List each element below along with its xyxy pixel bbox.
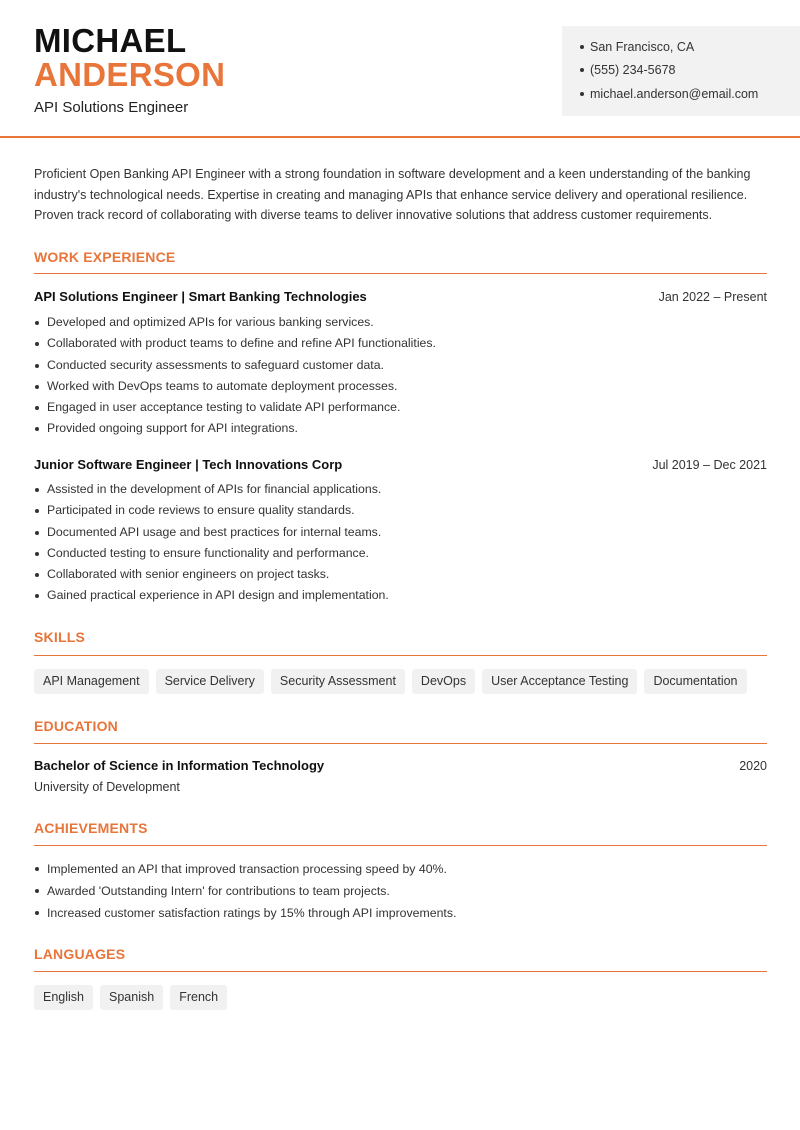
job-heading: Junior Software Engineer | Tech Innovations Corp [34,457,343,472]
skill-chip: API Management [34,669,149,694]
language-chip: French [170,985,227,1010]
job-heading: API Solutions Engineer | Smart Banking Technologies [34,289,367,304]
education-degree: Bachelor of Science in Information Technology [34,758,325,773]
list-item: Awarded 'Outstanding Intern' for contributions to team projects. [34,880,774,902]
section-title-achievements: ACHIEVEMENTS [34,820,148,836]
achievements-list [34,858,774,924]
list-item: Assisted in the development of APIs for financial applications. [34,479,774,500]
section-title-skills: SKILLS [34,629,85,645]
language-chip: Spanish [100,985,163,1010]
first-name: MICHAEL [34,22,187,59]
education-year: 2020 [739,759,767,773]
list-item: Participated in code reviews to ensure quality standards. [34,500,774,521]
contact-box [562,26,800,116]
section-divider [34,971,767,972]
list-item: Worked with DevOps teams to automate deployment processes. [34,376,774,397]
list-item: Collaborated with senior engineers on project tasks. [34,564,774,585]
list-item: Developed and optimized APIs for various banking services. [34,312,774,333]
section-divider [34,845,767,846]
summary-paragraph: Proficient Open Banking API Engineer with a strong foundation in software development and a keen understanding of the banking industry's technological needs. Expertise in creating and managing APIs that enhance service delivery and operational resilience. Proven track record of collaborating with diverse teams to deliver innovative solutions that address customer requirements. [34,167,751,222]
skill-chip: Documentation [644,669,746,694]
list-item: Gained practical experience in API design and implementation. [34,585,774,606]
job-dates: Jul 2019 – Dec 2021 [652,458,767,472]
list-item: Documented API usage and best practices for internal teams. [34,522,774,543]
email-text: michael.anderson@email.com [590,87,759,101]
last-name: ANDERSON [34,56,226,93]
section-title-languages: LANGUAGES [34,946,126,962]
section-title-work: WORK EXPERIENCE [34,249,176,265]
contact-location [580,39,694,55]
list-item: Increased customer satisfaction ratings by 15% through API improvements. [34,902,774,924]
bullet-dot-icon [580,92,584,96]
job-bullets [34,479,774,607]
skill-chip: Security Assessment [271,669,405,694]
languages-list [34,985,227,1010]
skill-chip: Service Delivery [156,669,264,694]
job-title: API Solutions Engineer [34,99,189,116]
job-dates: Jan 2022 – Present [658,290,767,304]
education-school: University of Development [34,780,180,794]
location-text: San Francisco, CA [590,40,695,54]
skill-chip: DevOps [412,669,475,694]
skills-list [34,669,747,694]
section-divider [34,273,767,274]
resume-header [0,0,800,138]
section-title-education: EDUCATION [34,718,118,734]
job-bullets [34,312,774,440]
bullet-dot-icon [580,45,584,49]
list-item: Conducted security assessments to safeguard customer data. [34,355,774,376]
contact-email [580,86,758,102]
section-divider [34,655,767,656]
list-item: Provided ongoing support for API integrations. [34,418,774,439]
list-item: Implemented an API that improved transaction processing speed by 40%. [34,858,774,880]
section-divider [34,743,767,744]
list-item: Conducted testing to ensure functionality and performance. [34,543,774,564]
phone-text: (555) 234-5678 [590,63,676,77]
skill-chip: User Acceptance Testing [482,669,637,694]
list-item: Collaborated with product teams to define and refine API functionalities. [34,333,774,354]
list-item: Engaged in user acceptance testing to validate API performance. [34,397,774,418]
bullet-dot-icon [580,68,584,72]
contact-phone [580,62,675,78]
language-chip: English [34,985,93,1010]
